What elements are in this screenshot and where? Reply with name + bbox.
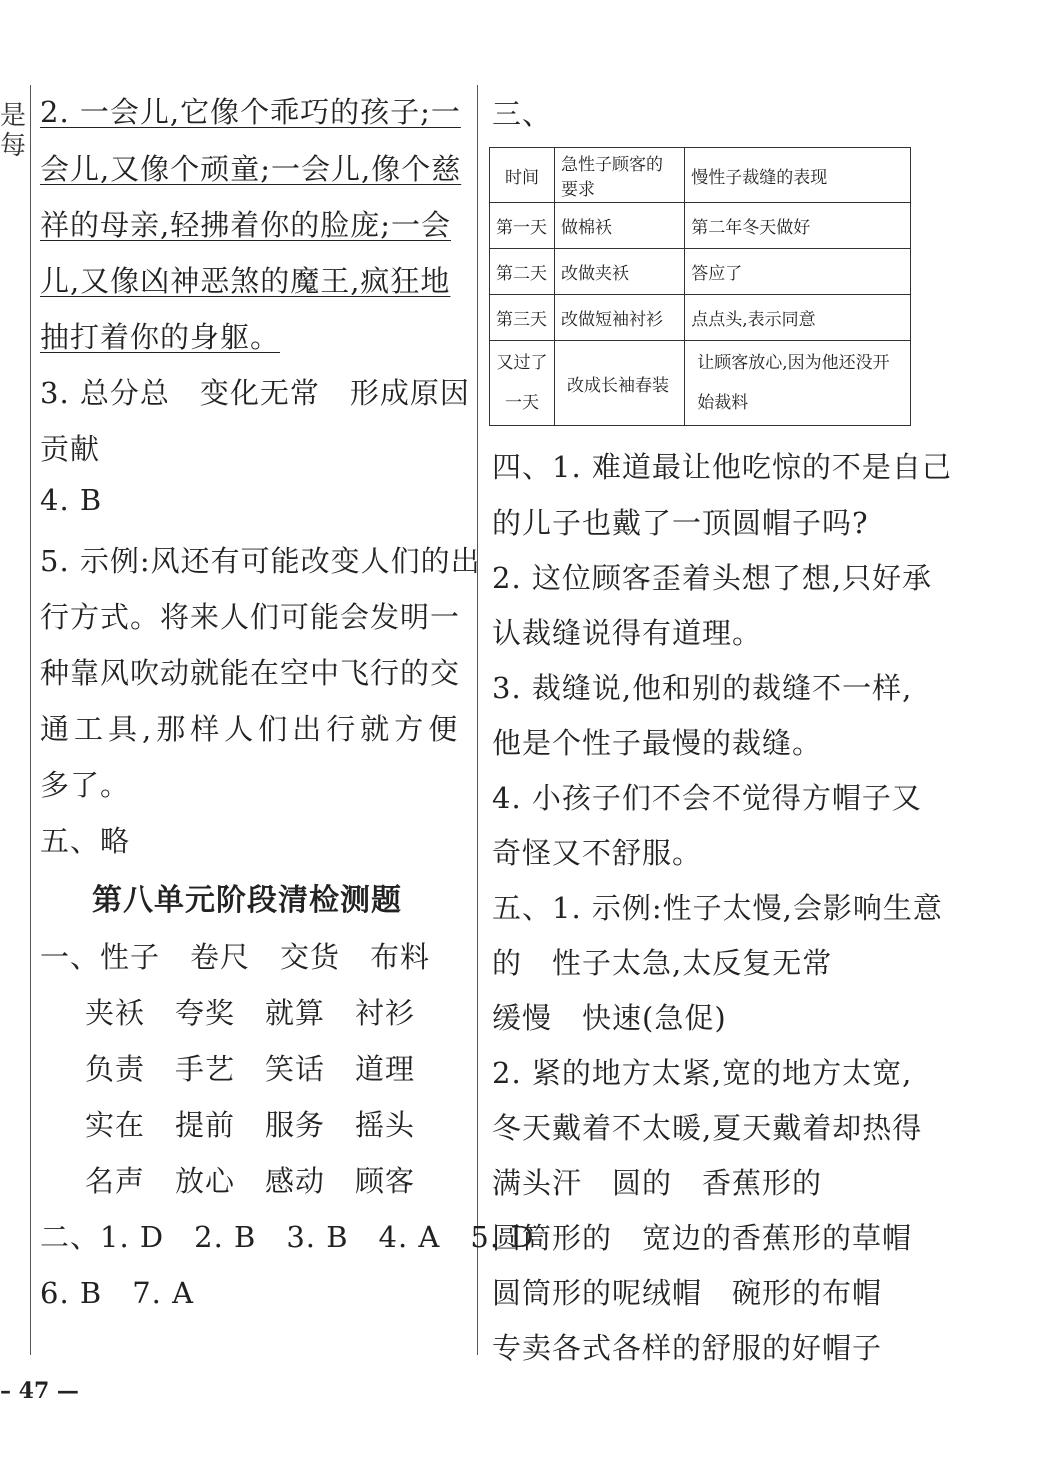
table-header-cell: 急性子顾客的要求 <box>555 148 685 203</box>
answer-line: 2. 这位顾客歪着头想了想,只好承 <box>492 561 933 595</box>
answer-line: 夹袄 夸奖 就算 衬衫 <box>85 996 416 1030</box>
section-heading: 三、 <box>492 97 553 131</box>
answer-table <box>489 147 911 426</box>
table-row <box>490 203 911 249</box>
answer-line: 2. 一会儿,它像个乖巧的孩子;一 <box>40 95 461 129</box>
section-title: 第八单元阶段清检测题 <box>92 883 402 918</box>
table-cell: 第三天 <box>490 295 555 341</box>
answer-line: 专卖各式各样的舒服的好帽子 <box>492 1331 883 1365</box>
table-cell: 第二天 <box>490 249 555 295</box>
table-row <box>490 295 911 341</box>
answer-line: 一、性子 卷尺 交货 布料 <box>40 940 431 974</box>
answer-line: 名声 放心 感动 顾客 <box>85 1164 416 1198</box>
edge-char-2: 每 <box>0 131 27 161</box>
table-cell: 改成长袖春装 <box>555 341 685 426</box>
answer-line: 认裁缝说得有道理。 <box>492 616 763 650</box>
table-cell: 让顾客放心,因为他还没开始裁料 <box>685 341 911 426</box>
answer-line: 的儿子也戴了一顶圆帽子吗? <box>492 506 869 540</box>
answer-line: 奇怪又不舒服。 <box>492 836 703 870</box>
answer-line: 圆筒形的 宽边的香蕉形的草帽 <box>492 1221 913 1255</box>
column-rule-middle <box>477 85 478 1355</box>
answer-line: 他是个性子最慢的裁缝。 <box>492 726 823 760</box>
answer-line: 缓慢 快速(急促) <box>492 1001 727 1035</box>
table-header-row <box>490 148 911 203</box>
answer-line: 的 性子太急,太反复无常 <box>492 946 833 980</box>
answer-line: 实在 提前 服务 摇头 <box>85 1108 416 1142</box>
table-cell: 改做短袖衬衫 <box>555 295 685 341</box>
answer-line: 行方式。将来人们可能会发明一 <box>40 600 461 634</box>
answer-line: 6. B 7. A <box>40 1276 195 1310</box>
answer-line: 圆筒形的呢绒帽 碗形的布帽 <box>492 1276 883 1310</box>
table-cell: 改做夹袄 <box>555 249 685 295</box>
edge-char-1: 是 <box>0 101 27 131</box>
answer-line: 祥的母亲,轻拂着你的脸庞;一会 <box>40 208 451 242</box>
table-row <box>490 341 911 426</box>
table-cell: 第二年冬天做好 <box>685 203 911 249</box>
table-cell: 第一天 <box>490 203 555 249</box>
answer-line: 3. 裁缝说,他和别的裁缝不一样, <box>492 671 913 705</box>
answer-line: 负责 手艺 笑话 道理 <box>85 1052 416 1086</box>
answer-line: 五、略 <box>40 824 131 858</box>
table-cell: 做棉袄 <box>555 203 685 249</box>
answer-line: 4. B <box>40 483 103 517</box>
table-cell: 又过了一天 <box>490 341 555 426</box>
answer-line: 二、1. D 2. B 3. B 4. A 5. D <box>40 1220 535 1254</box>
answer-line: 3. 总分总 变化无常 形成原因 <box>40 376 470 410</box>
table-header-cell: 慢性子裁缝的表现 <box>685 148 911 203</box>
table-row <box>490 249 911 295</box>
answer-line: 会儿,又像个顽童;一会儿,像个慈 <box>40 152 462 186</box>
answer-line: 抽打着你的身躯。 <box>40 320 281 354</box>
table-cell: 点点头,表示同意 <box>685 295 911 341</box>
column-rule-left <box>30 85 31 1355</box>
answer-line: 5. 示例:风还有可能改变人们的出 <box>40 544 481 578</box>
answer-line: 儿,又像凶神恶煞的魔王,疯狂地 <box>40 264 451 298</box>
answer-line: 冬天戴着不太暖,夏天戴着却热得 <box>492 1111 923 1145</box>
answer-line: 五、1. 示例:性子太慢,会影响生意 <box>492 891 943 925</box>
answer-line: 2. 紧的地方太紧,宽的地方太宽, <box>492 1056 913 1090</box>
answer-line: 种靠风吹动就能在空中飞行的交 <box>40 656 461 690</box>
answer-line: 4. 小孩子们不会不觉得方帽子又 <box>492 781 922 815</box>
answer-line: 满头汗 圆的 香蕉形的 <box>492 1166 823 1200</box>
answer-line: 多了。 <box>40 768 131 802</box>
table-header-cell: 时间 <box>490 148 555 203</box>
page-number: – 47 — <box>0 1378 79 1404</box>
answer-line: 四、1. 难道最让他吃惊的不是自己 <box>492 450 952 484</box>
answer-line: 贡献 <box>40 432 101 466</box>
table-cell: 答应了 <box>685 249 911 295</box>
answer-line: 通工具,那样人们出行就方便 <box>40 712 463 746</box>
